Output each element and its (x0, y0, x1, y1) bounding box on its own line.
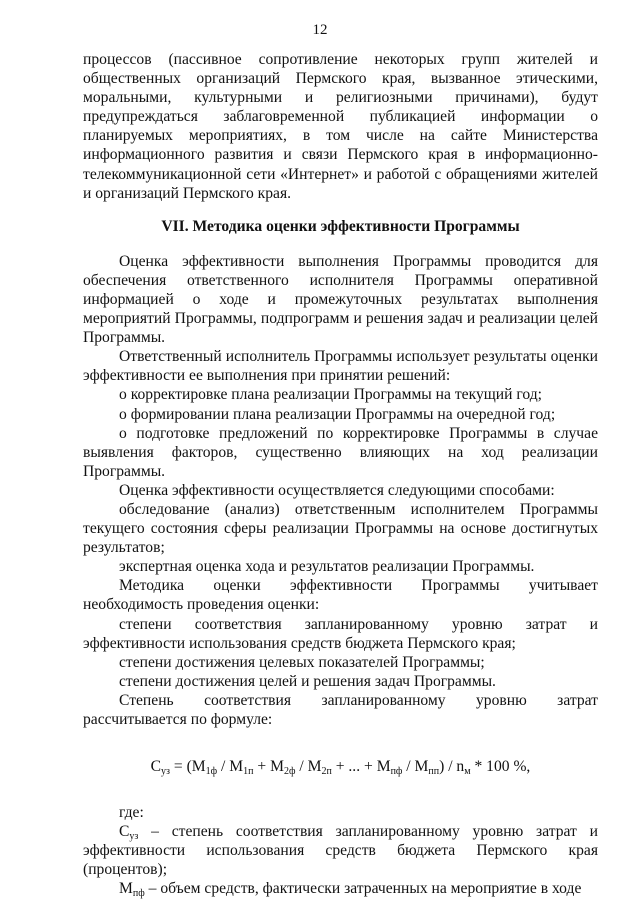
intro-paragraph: процессов (пассивное сопротивление некоторых групп жителей и общественных организаций Пермского края, вызванное этическими, моральными, культурными и религиозными причинами), будут предупреждаться заблаговременной публикацией информации о планируемых мероприятиях, в том числе на сайте Министерства информационного развития и связи Пермского края в информационно-телекоммуникационной сети «Интернет» и работой с обращениями жителей и организаций Пермского края. (83, 51, 598, 202)
section-heading: VII. Методика оценки эффективности Программы (161, 217, 520, 235)
paragraph-purpose: Оценка эффективности выполнения Программы проводится для обеспечения ответственного исполнителя Программы оперативной информацией о ходе и промежуточных результатах выполнения мероприятий Программы, подпрограмм и решения задач и реализации целей Программы. (83, 252, 598, 347)
paragraph-methodology: Методика оценки эффективности Программы учитывает необходимость проведения оценки: (83, 577, 598, 614)
page-number: 12 (312, 22, 328, 38)
definition-cuz: $С_{уз}$ – степень соответствия запланированному уровню затрат и эффективности использования средств бюджета Пермского края (процентов); (83, 823, 598, 879)
list-item-expert-review: экспертная оценка хода и результатов реализации Программы. (119, 558, 535, 576)
list-item-corrections: о подготовке предложений по корректировке Программы в случае выявления факторов, существенно влияющих на ход реализации Программы. (83, 424, 598, 480)
where-label: где: (119, 804, 144, 822)
definition-mpf: $М_{пф}$ – объем средств, фактически затраченных на мероприятие в ходе (119, 880, 582, 900)
cost-compliance-formula: $С_{уз} = (М_{1ф} / М_{1п} + М_{2ф} / М_{2п}$ + ... + $М_{пф} / М_{пп}) / n_м * 100$ %, (150, 758, 531, 778)
list-item-next-year: о формировании плана реализации Программы на очередной год; (119, 405, 556, 423)
list-item-target-indicators: степени достижения целевых показателей Программы; (119, 653, 485, 671)
list-item-current-year: о корректировке плана реализации Программы на текущий год; (119, 386, 542, 404)
paragraph-methods-intro: Оценка эффективности осуществляется следующими способами: (119, 481, 555, 499)
document-body (83, 50, 598, 899)
list-item-survey: обследование (анализ) ответственным исполнителем Программы текущего состояния сферы реализации Программы на основе достигнутых результатов; (83, 500, 598, 557)
list-item-cost-compliance: степени соответствия запланированному уровню затрат и эффективности использования средств бюджета Пермского края; (83, 615, 598, 652)
list-item-goals: степени достижения целей и решения задач Программы. (119, 672, 496, 690)
paragraph-formula-intro: Степень соответствия запланированному уровню затрат рассчитывается по формуле: (83, 691, 598, 728)
paragraph-decisions-intro: Ответственный исполнитель Программы использует результаты оценки эффективности ее выполнения при принятии решений: (83, 348, 598, 385)
